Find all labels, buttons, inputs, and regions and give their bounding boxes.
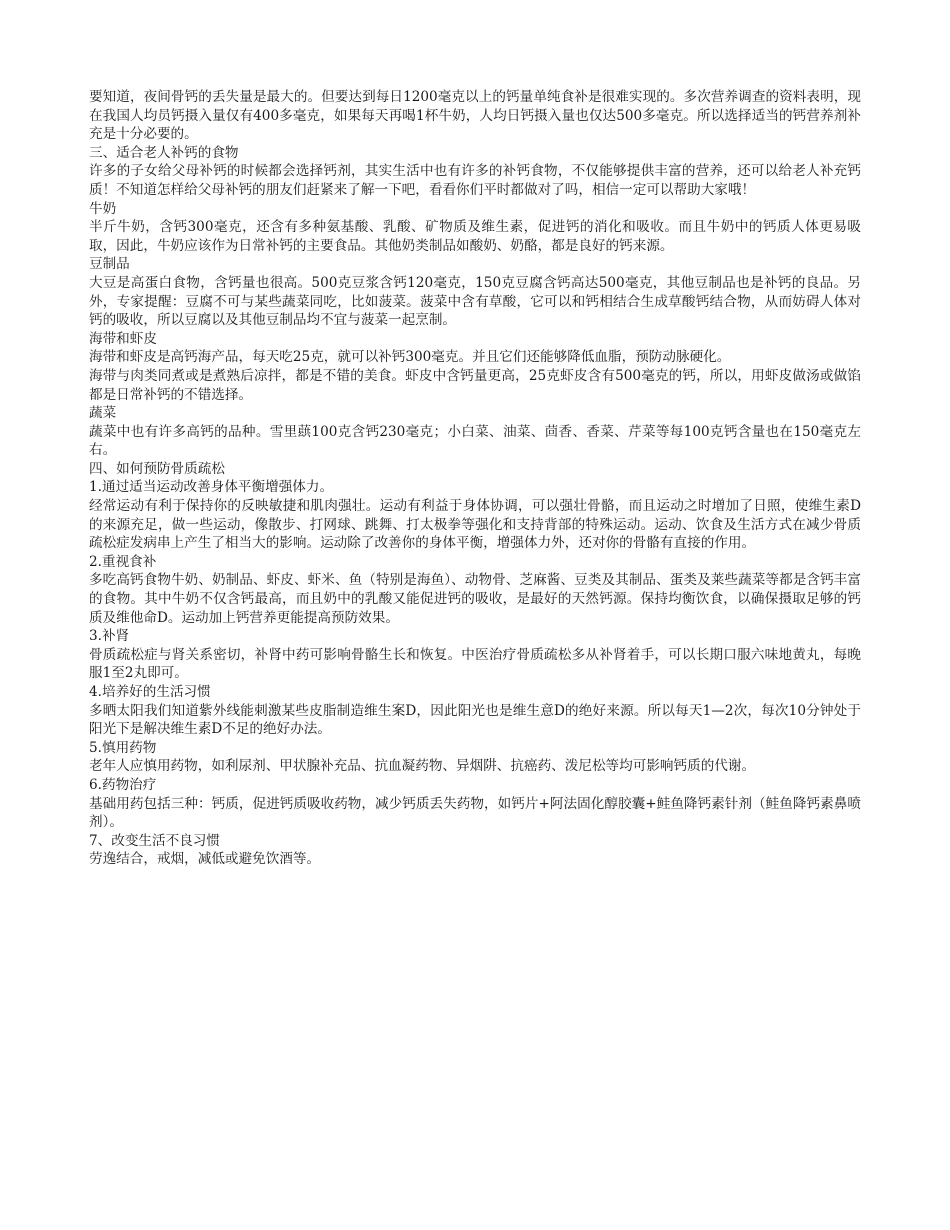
- item-heading-habits: 4.培养好的生活习惯: [89, 684, 211, 700]
- item-heading-drug-therapy: 6.药物治疗: [89, 776, 157, 793]
- paragraph-habits: 多晒太阳我们知道紫外线能刺激某些皮脂制造维生案D，因此阳光也是维生意D的绝好来源。所以每天1—2次，每次10分钟处于阳光下是解决维生素D不足的绝好办法。: [89, 702, 861, 738]
- item-heading-diet: 2.重视食补: [89, 553, 157, 570]
- item-heading-lifestyle: 7、改变生活不良习惯: [89, 832, 220, 849]
- subheading-milk: 牛奶: [89, 200, 117, 217]
- paragraph-drug-therapy: 基础用药包括三种：钙质，促进钙质吸收药物，减少钙质丢失药物，如钙片+阿法固化醇胶囊+鲑鱼降钙素针剂（鲑鱼降钙素鼻喷剂）。: [89, 795, 861, 831]
- paragraph-children-calcium: 许多的子女给父母补钙的时候都会选择钙剂，其实生活中也有许多的补钙食物，不仅能够提供丰富的营养，还可以给老人补充钙质！不知道怎样给父母补钙的朋友们赶紧来了解一下吧，看看你们平时都做对了吗，相信一定可以帮助大家哦！: [89, 163, 861, 198]
- subheading-vegetables: 蔬菜: [89, 405, 117, 422]
- item-heading-kidney: 3.补肾: [89, 628, 130, 645]
- paragraph-vegetables: 蔬菜中也有许多高钙的品种。雪里蕻100克含钙230毫克；小白菜、油菜、茴香、香菜、芹菜等每100克钙含量也在150毫克左右。: [89, 423, 861, 459]
- paragraph-milk: 半斤牛奶，含钙300毫克，还含有多种氨基酸、乳酸、矿物质及维生素，促进钙的消化和吸收。而且牛奶中的钙质人体更易吸取，因此，牛奶应该作为日常补钙的主要食品。其他奶类制品如酸奶、奶酪，都是良好的钙来源。: [89, 219, 861, 254]
- section-heading-prevent-osteoporosis: 四、如何预防骨质疏松: [89, 460, 225, 477]
- paragraph-kidney: 骨质疏松症与肾关系密切，补肾中药可影响骨骼生长和恢复。中医治疗骨质疏松多从补肾着手，可以长期口服六味地黄丸，每晚服1至2丸即可。: [89, 646, 861, 682]
- paragraph-diet: 多吃高钙食物牛奶、奶制品、虾皮、虾米、鱼（特别是海鱼）、动物骨、芝麻酱、豆类及其制品、蛋类及莱些蔬菜等都是含钙丰富的食物。其中牛奶不仅含钙最高，而且奶中的乳酸又能促进钙的吸收，是最好的天然钙源。保持均衡饮食，以确保摄取足够的钙质及维他命D。运动加上钙营养更能提高预防效果。: [89, 572, 861, 626]
- paragraph-lifestyle: 劳逸结合，戒烟，减低或避免饮酒等。: [89, 851, 321, 868]
- document-body: [89, 88, 861, 869]
- paragraph-kelp-shrimp-1: 海带和虾皮是高钙海产品，每天吃25克，就可以补钙300毫克。并且它们还能够降低血脂，预防动脉硬化。: [89, 349, 731, 366]
- paragraph-kelp-shrimp-2: 海带与肉类同煮或是煮熟后凉拌，都是不错的美食。虾皮中含钙量更高，25克虾皮含有500毫克的钙，所以，用虾皮做汤或做馅都是日常补钙的不错选择。: [89, 367, 861, 403]
- subheading-kelp-shrimp: 海带和虾皮: [89, 330, 157, 347]
- paragraph-soy-products: 大豆是高蛋白食物，含钙量也很高。500克豆浆含钙120毫克，150克豆腐含钙高达500毫克，其他豆制品也是补钙的良品。另外，专家提醒：豆腐不可与某些蔬菜同吃，比如菠菜。菠菜中含有草酸，它可以和钙相结合生成草酸钙结合物，从而妨碍人体对钙的吸收，所以豆腐以及其他豆制品均不宜与菠菜一起烹制。: [89, 274, 861, 329]
- paragraph-medication-caution: 老年人应慎用药物，如利尿剂、甲状腺补充品、抗血凝药物、异烟阱、抗癌药、泼尼松等均可影响钙质的代谢。: [89, 758, 756, 775]
- subheading-soy-products: 豆制品: [89, 256, 130, 273]
- item-heading-medication-caution: 5.慎用药物: [89, 739, 157, 756]
- item-heading-exercise: 1.通过适当运动改善身体平衡增强体力。: [89, 479, 334, 496]
- section-heading-calcium-foods: 三、适合老人补钙的食物: [89, 144, 239, 161]
- paragraph-exercise: 经常运动有利于保持你的反映敏捷和肌肉强壮。运动有利益于身体协调，可以强壮骨骼，而且运动之时增加了日照，使维生素D的来源充足，做一些运动，像散步、打网球、跳舞、打太极拳等强化和支持背部的特殊运动。运动、饮食及生活方式在减少骨质疏松症发病串上产生了相当大的影响。运动除了改善你的身体平衡，增强体力外，还对你的骨骼有直接的作用。: [89, 498, 861, 552]
- paragraph-night-calcium-loss: 要知道，夜间骨钙的丢失量是最大的。但要达到每日1200毫克以上的钙量单纯食补是很难实现的。多次营养调查的资料表明，现在我国人均员钙摄入量仅有400多毫克，如果每天再喝1杯牛奶，人均日钙摄入量也仅达500多毫克。所以选择适当的钙营养剂补充是十分必要的。: [89, 89, 861, 143]
